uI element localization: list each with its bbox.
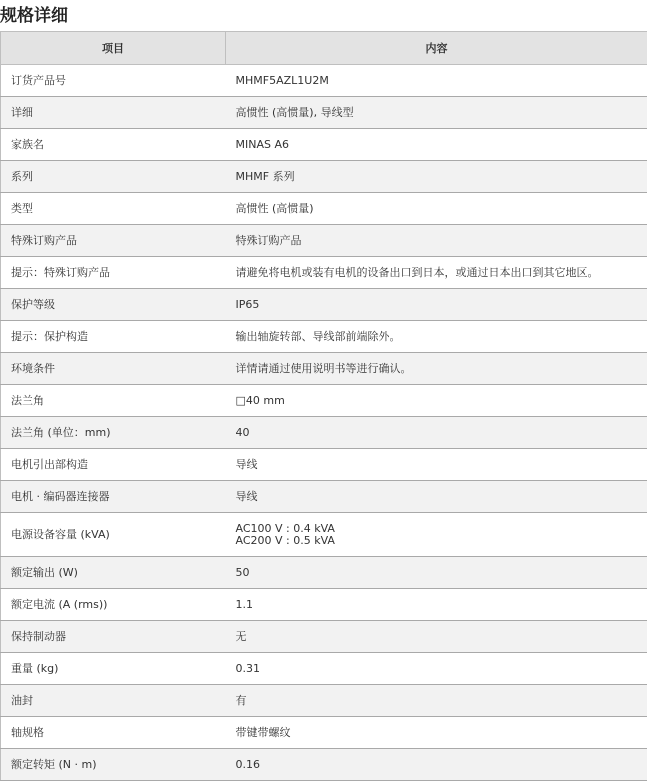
table-row <box>1 449 647 481</box>
row-label: 额定输出 (W) <box>1 557 226 589</box>
row-label: 额定电流 (A (rms)) <box>1 589 226 621</box>
table-row <box>1 321 647 353</box>
row-label: 提示：特殊订购产品 <box>1 257 226 289</box>
table-row <box>1 653 647 685</box>
row-label: 保护等级 <box>1 289 226 321</box>
row-label: 订货产品号 <box>1 65 226 97</box>
row-label: 保持制动器 <box>1 621 226 653</box>
table-row <box>1 557 647 589</box>
table-row <box>1 749 647 781</box>
table-row <box>1 129 647 161</box>
row-value-line: AC200 V : 0.5 kVA <box>236 535 638 547</box>
row-value: IP65 <box>226 289 647 321</box>
row-value: 请避免将电机或装有电机的设备出口到日本，或通过日本出口到其它地区。 <box>226 257 647 289</box>
row-label: 法兰角 <box>1 385 226 417</box>
row-value: 导线 <box>226 449 647 481</box>
row-value: MHMF 系列 <box>226 161 647 193</box>
table-header-row <box>1 32 647 65</box>
row-value-line: AC100 V : 0.4 kVA <box>236 523 638 535</box>
row-value: 0.16 <box>226 749 647 781</box>
row-value: 导线 <box>226 481 647 513</box>
row-label: 油封 <box>1 685 226 717</box>
row-label: 详细 <box>1 97 226 129</box>
row-label: 家族名 <box>1 129 226 161</box>
row-value: 0.31 <box>226 653 647 685</box>
row-value: 50 <box>226 557 647 589</box>
row-value: □40 mm <box>226 385 647 417</box>
row-value <box>226 513 647 557</box>
row-value: 有 <box>226 685 647 717</box>
column-header-content: 内容 <box>226 32 647 65</box>
table-row <box>1 513 647 557</box>
row-value: 带键带螺纹 <box>226 717 647 749</box>
spec-table <box>0 31 647 781</box>
row-label: 轴规格 <box>1 717 226 749</box>
table-row <box>1 417 647 449</box>
table-row <box>1 385 647 417</box>
table-row <box>1 289 647 321</box>
row-label: 电机引出部构造 <box>1 449 226 481</box>
page-title: 规格详细 <box>0 4 68 28</box>
row-label: 提示：保护构造 <box>1 321 226 353</box>
table-row <box>1 97 647 129</box>
row-value: MINAS A6 <box>226 129 647 161</box>
table-row <box>1 481 647 513</box>
row-value: 特殊订购产品 <box>226 225 647 257</box>
table-row <box>1 193 647 225</box>
row-value: 无 <box>226 621 647 653</box>
table-row <box>1 225 647 257</box>
column-header-item: 项目 <box>1 32 226 65</box>
row-label: 特殊订购产品 <box>1 225 226 257</box>
row-label: 电源设备容量 (kVA) <box>1 513 226 557</box>
row-value: 40 <box>226 417 647 449</box>
table-row <box>1 161 647 193</box>
table-row <box>1 717 647 749</box>
table-row <box>1 353 647 385</box>
row-label: 额定转矩 (N · m) <box>1 749 226 781</box>
table-row <box>1 257 647 289</box>
row-value: 详情请通过使用说明书等进行确认。 <box>226 353 647 385</box>
table-row <box>1 621 647 653</box>
row-label: 环境条件 <box>1 353 226 385</box>
row-value: 输出轴旋转部、导线部前端除外。 <box>226 321 647 353</box>
row-value: 高惯性 (高惯量), 导线型 <box>226 97 647 129</box>
row-label: 重量 (kg) <box>1 653 226 685</box>
row-label: 电机 · 编码器连接器 <box>1 481 226 513</box>
table-row <box>1 685 647 717</box>
table-row <box>1 65 647 97</box>
row-value: MHMF5AZL1U2M <box>226 65 647 97</box>
row-value: 高惯性 (高惯量) <box>226 193 647 225</box>
table-row <box>1 589 647 621</box>
row-value: 1.1 <box>226 589 647 621</box>
row-label: 法兰角 (单位：mm) <box>1 417 226 449</box>
row-label: 类型 <box>1 193 226 225</box>
row-label: 系列 <box>1 161 226 193</box>
